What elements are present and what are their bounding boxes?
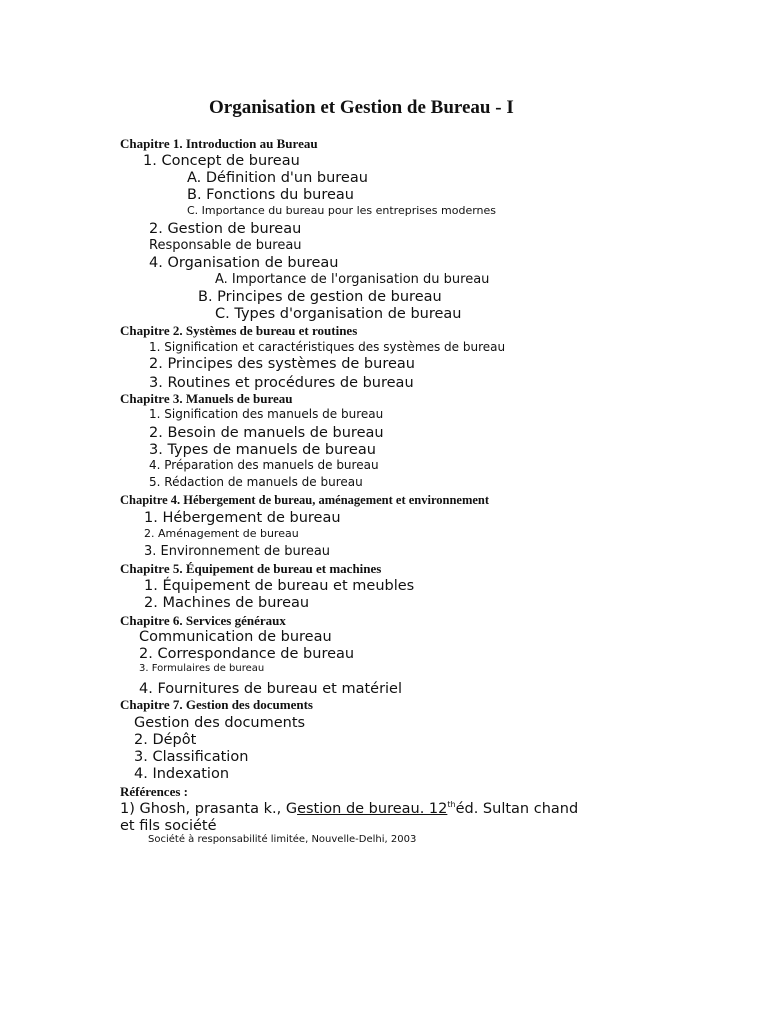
list-item: 4. Indexation <box>134 766 230 782</box>
list-item: 5. Rédaction de manuels de bureau <box>149 475 363 489</box>
list-item: 3. Formulaires de bureau <box>139 663 265 674</box>
chapter-3-heading: Chapitre 3. Manuels de bureau <box>120 391 293 406</box>
list-item: A. Définition d'un bureau <box>187 170 368 186</box>
list-item: 3. Classification <box>134 749 249 765</box>
reference-book-title: estion de bureau. 12 <box>297 801 448 817</box>
chapter-2-heading: Chapitre 2. Systèmes de bureau et routines <box>120 323 358 338</box>
reference-author: 1) Ghosh, prasanta k., G <box>120 801 298 817</box>
references-heading: Références : <box>120 784 188 799</box>
chapter-4-heading: Chapitre 4. Hébergement de bureau, aménagement et environnement <box>120 493 490 507</box>
list-item: 3. Types de manuels de bureau <box>149 442 376 458</box>
list-item: 2. Dépôt <box>134 732 197 748</box>
reference-entry-line-2: et fils société <box>120 818 217 834</box>
list-item: 2. Correspondance de bureau <box>139 646 355 662</box>
list-item: 1. Hébergement de bureau <box>144 510 341 526</box>
list-item: B. Principes de gestion de bureau <box>198 289 442 305</box>
list-item: 3. Routines et procédures de bureau <box>149 375 414 391</box>
list-item: 1. Signification et caractéristiques des systèmes de bureau <box>149 340 506 354</box>
list-item: 2. Machines de bureau <box>144 595 310 611</box>
reference-entry <box>120 801 578 817</box>
list-item: Responsable de bureau <box>149 238 302 253</box>
list-item: C. Types d'organisation de bureau <box>215 306 462 322</box>
list-item: 2. Besoin de manuels de bureau <box>149 425 384 441</box>
chapter-7-heading: Chapitre 7. Gestion des documents <box>120 697 313 712</box>
list-item: 2. Aménagement de bureau <box>144 527 299 540</box>
list-item: Communication de bureau <box>139 629 332 645</box>
chapter-5-heading: Chapitre 5. Équipement de bureau et machines <box>120 561 382 576</box>
reference-entry-line-3: Société à responsabilité limitée, Nouvelle-Delhi, 2003 <box>148 834 417 845</box>
list-item: Gestion des documents <box>134 715 306 731</box>
list-item: 1. Signification des manuels de bureau <box>149 407 384 421</box>
list-item: 1. Équipement de bureau et meubles <box>144 578 415 594</box>
list-item: B. Fonctions du bureau <box>187 187 354 203</box>
page-title: Organisation et Gestion de Bureau - I <box>209 97 514 118</box>
list-item: 1. Concept de bureau <box>143 153 300 169</box>
reference-publisher: éd. Sultan chand <box>455 801 579 817</box>
list-item: C. Importance du bureau pour les entreprises modernes <box>187 204 497 217</box>
chapter-1-heading: Chapitre 1. Introduction au Bureau <box>120 136 318 151</box>
list-item: 4. Fournitures de bureau et matériel <box>139 681 403 697</box>
list-item: A. Importance de l'organisation du bureau <box>215 272 490 287</box>
list-item: 4. Organisation de bureau <box>149 255 339 271</box>
list-item: 4. Préparation des manuels de bureau <box>149 458 379 472</box>
reference-edition-suffix: th <box>447 800 456 809</box>
list-item: 2. Principes des systèmes de bureau <box>149 356 415 372</box>
list-item: 2. Gestion de bureau <box>149 221 302 237</box>
chapter-6-heading: Chapitre 6. Services généraux <box>120 613 286 628</box>
list-item: 3. Environnement de bureau <box>144 544 331 559</box>
